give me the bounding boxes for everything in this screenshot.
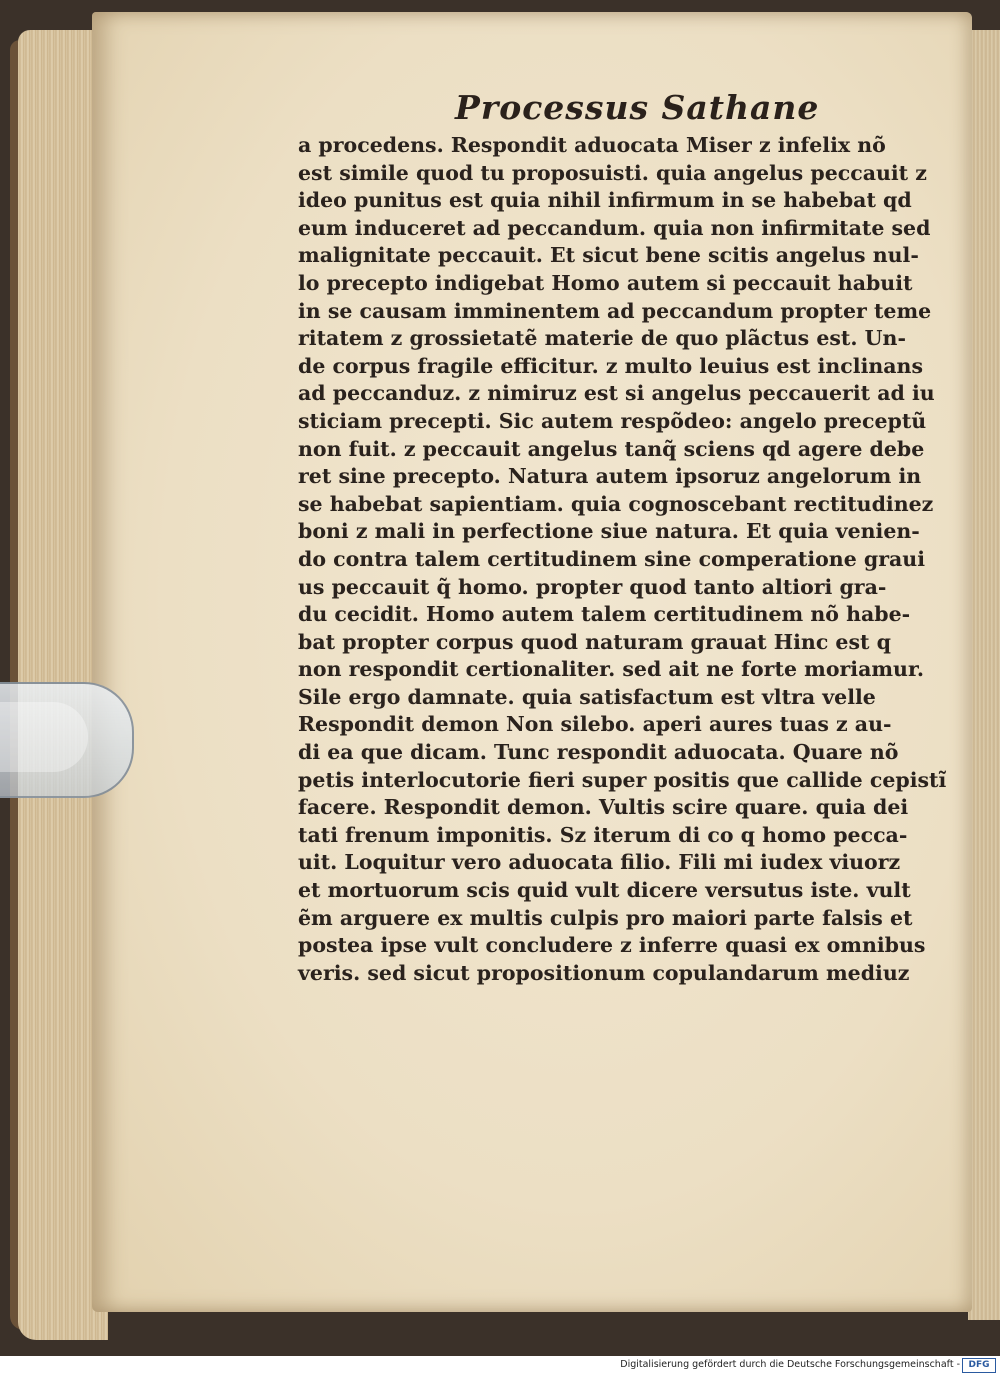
text-line: do contra talem certitudinem sine comperatione graui bbox=[298, 546, 926, 571]
text-line: ad peccanduz. z nimiruz est si angelus peccauerit ad iu bbox=[298, 381, 935, 406]
dfg-logo: DFG bbox=[962, 1358, 996, 1373]
text-line: ritatem z grossietatẽ materie de quo plãctus est. Un- bbox=[298, 326, 906, 351]
text-line: Respondit demon Non silebo. aperi aures tuas z au- bbox=[298, 712, 892, 737]
text-line: du cecidit. Homo autem talem certitudinem nõ habe- bbox=[298, 602, 911, 627]
text-line: in se causam imminentem ad peccandum propter teme bbox=[298, 298, 932, 323]
footer-bar bbox=[0, 1356, 1000, 1374]
text-line: di ea que dicam. Tunc respondit aduocata. Quare nõ bbox=[298, 740, 899, 765]
body-text bbox=[298, 132, 947, 987]
text-line: est simile quod tu proposuisti. quia angelus peccauit z bbox=[298, 160, 927, 185]
text-line: petis interlocutorie fieri super positis que callide cepistĩ bbox=[298, 767, 947, 792]
text-line: eum induceret ad peccandum. quia non infirmitate sed bbox=[298, 215, 931, 240]
text-line: boni z mali in perfectione siue natura. Et quia venien- bbox=[298, 519, 920, 544]
glass-page-weight bbox=[0, 682, 134, 798]
text-line: veris. sed sicut propositionum copulandarum mediuz bbox=[298, 960, 910, 985]
running-head: Processus Sathane bbox=[455, 88, 820, 127]
text-line: de corpus fragile efficitur. z multo leuius est inclinans bbox=[298, 353, 923, 378]
text-line: facere. Respondit demon. Vultis scire quare. quia dei bbox=[298, 795, 909, 820]
text-line: non fuit. z peccauit angelus tanq̃ sciens qd agere debe bbox=[298, 436, 925, 461]
text-line: sticiam precepti. Sic autem respõdeo: angelo preceptũ bbox=[298, 408, 927, 433]
text-line: postea ipse vult concludere z inferre quasi ex omnibus bbox=[298, 933, 926, 958]
text-line: Sile ergo damnate. quia satisfactum est vltra velle bbox=[298, 684, 876, 709]
text-line: a procedens. Respondit aduocata Miser z infelix nõ bbox=[298, 133, 886, 157]
facing-page-edge bbox=[968, 30, 1000, 1320]
glass-highlight bbox=[0, 702, 88, 772]
text-line: malignitate peccauit. Et sicut bene scitis angelus nul- bbox=[298, 243, 919, 268]
text-line: lo precepto indigebat Homo autem si peccauit habuit bbox=[298, 270, 913, 295]
text-line: non respondit certionaliter. sed ait ne forte moriamur. bbox=[298, 657, 925, 682]
text-line: uit. Loquitur vero aduocata filio. Fili mi iudex viuorz bbox=[298, 850, 901, 875]
text-line: bat propter corpus quod naturam grauat Hinc est q bbox=[298, 629, 891, 654]
text-line: ideo punitus est quia nihil infirmum in se habebat qd bbox=[298, 188, 912, 213]
funding-credit: Digitalisierung gefördert durch die Deutsche Forschungsgemeinschaft - bbox=[620, 1359, 960, 1370]
text-line: us peccauit q̃ homo. propter quod tanto altiori gra- bbox=[298, 574, 887, 599]
text-line: ret sine precepto. Natura autem ipsoruz angelorum in bbox=[298, 464, 922, 489]
text-line: tati frenum imponitis. Sz iterum di co q homo pecca- bbox=[298, 822, 908, 847]
text-line: et mortuorum scis quid vult dicere versutus iste. vult bbox=[298, 878, 911, 903]
text-line: se habebat sapientiam. quia cognoscebant rectitudinez bbox=[298, 491, 934, 516]
text-line: ẽm arguere ex multis culpis pro maiori parte falsis et bbox=[298, 905, 913, 930]
